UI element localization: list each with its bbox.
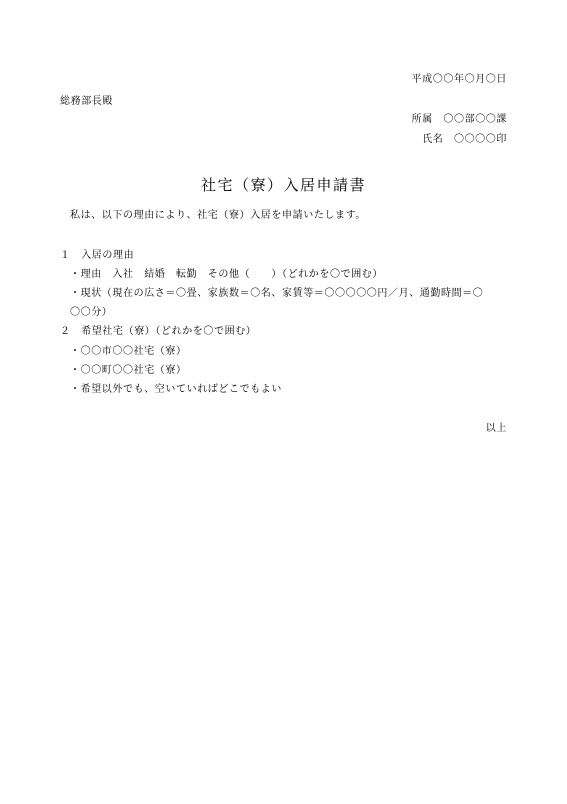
reason-line: ・理由 入社 結婚 転勤 その他（ ）（どれかを〇で囲む） [70, 269, 383, 280]
current-status-line: ・現状（現在の広さ＝〇畳、家族数＝〇名、家賃等＝〇〇〇〇〇円／月、通勤時間＝〇 [70, 288, 484, 299]
recipient-line: 総務部長殿 [60, 96, 113, 107]
date-line: 平成〇〇年〇月〇日 [411, 74, 507, 85]
affiliation-line: 所属 〇〇部〇〇課 [411, 114, 507, 125]
intro-paragraph: 私は、以下の理由により、社宅（寮）入居を申請いたします。 [70, 210, 366, 221]
section1-heading: １ 入居の理由 [60, 250, 135, 261]
current-status-line-continued: 〇〇分） [70, 307, 113, 318]
document-title: 社宅（寮）入居申請書 [200, 176, 366, 194]
housing-option: ・〇〇町〇〇社宅（寮） [70, 365, 187, 376]
section2-heading: ２ 希望社宅（寮）（どれかを〇で囲む） [60, 326, 257, 337]
housing-option: ・希望以外でも、空いていればどこでもよい [70, 384, 282, 395]
applicant-name-line: 氏名 〇〇〇〇印 [422, 134, 507, 145]
housing-option: ・〇〇市〇〇社宅（寮） [70, 346, 187, 357]
closing-mark: 以上 [485, 423, 507, 434]
